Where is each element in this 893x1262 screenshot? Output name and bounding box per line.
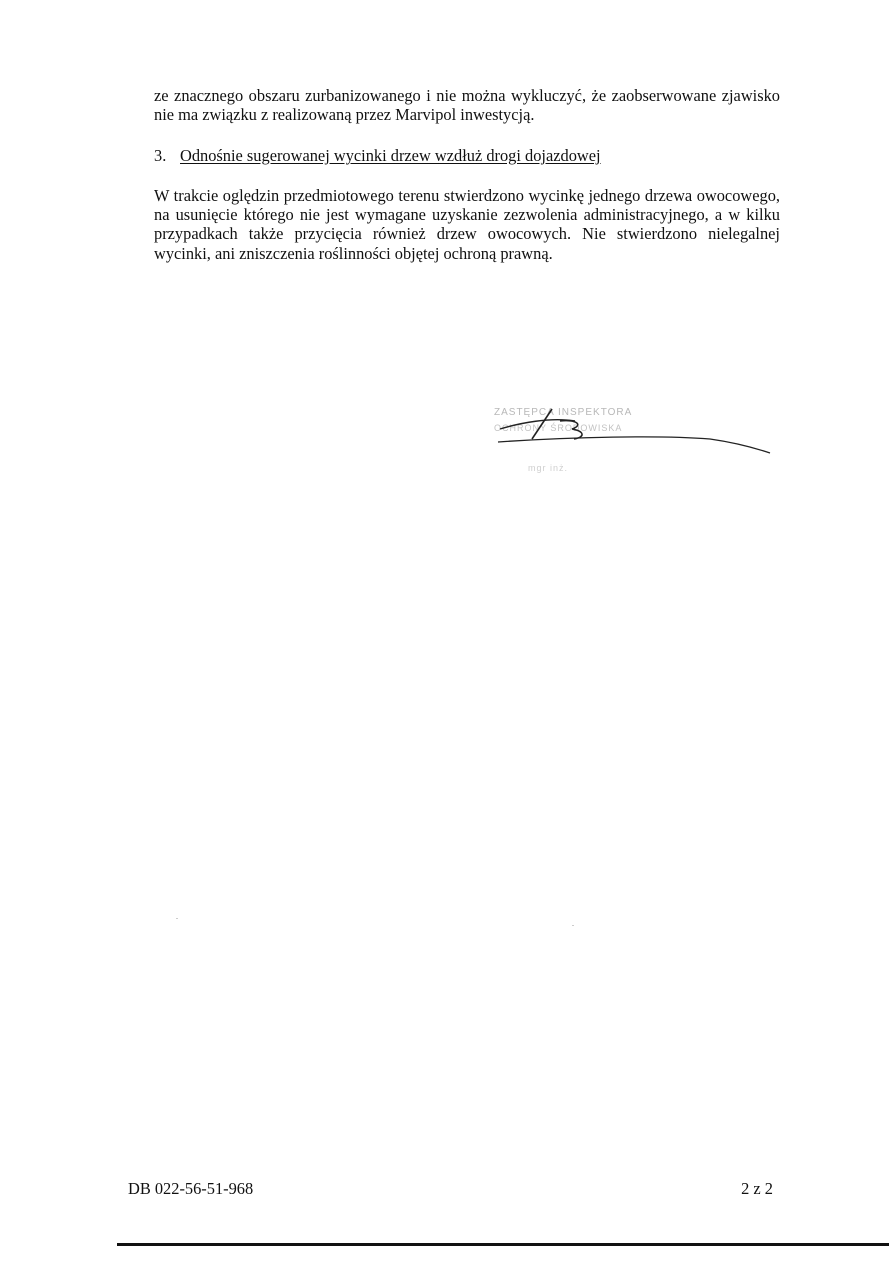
paragraph-tree-cutting: W trakcie oględzin przedmiotowego terenu stwierdzono wycinkę jednego drzewa owocowego, na usunięcie którego nie jest wymagane uzyskanie zezwolenia administracyjnego, a w kilku przypadkach także przycięcia również drzew owocowych. Nie stwierdzono nielegalnej wycinki, ani zniszczenia roślinności objętej ochroną prawną. xyxy=(154,186,780,263)
signature-stamp-graphic xyxy=(480,395,780,485)
document-reference: DB 022-56-51-968 xyxy=(128,1179,254,1198)
footer-rule xyxy=(117,1243,889,1246)
paragraph-continuation: ze znacznego obszaru zurbanizowanego i nie można wykluczyć, że zaobserwowane zjawisko nie ma związku z realizowaną przez Marvipol inwestycją. xyxy=(154,86,780,125)
page-number: 2 z 2 xyxy=(741,1179,773,1198)
signature-stamp xyxy=(480,395,780,485)
section-number: 3. xyxy=(154,146,167,165)
stamp-line-1: ZASTĘPCA INSPEKTORA xyxy=(494,407,633,418)
stamp-line-2: OCHRONY ŚRODOWISKA xyxy=(494,423,623,433)
section-title: Odnośnie sugerowanej wycinki drzew wzdłuż drogi dojazdowej xyxy=(180,146,601,165)
section-heading xyxy=(154,146,601,165)
stamp-line-3: mgr inż. xyxy=(528,463,569,473)
